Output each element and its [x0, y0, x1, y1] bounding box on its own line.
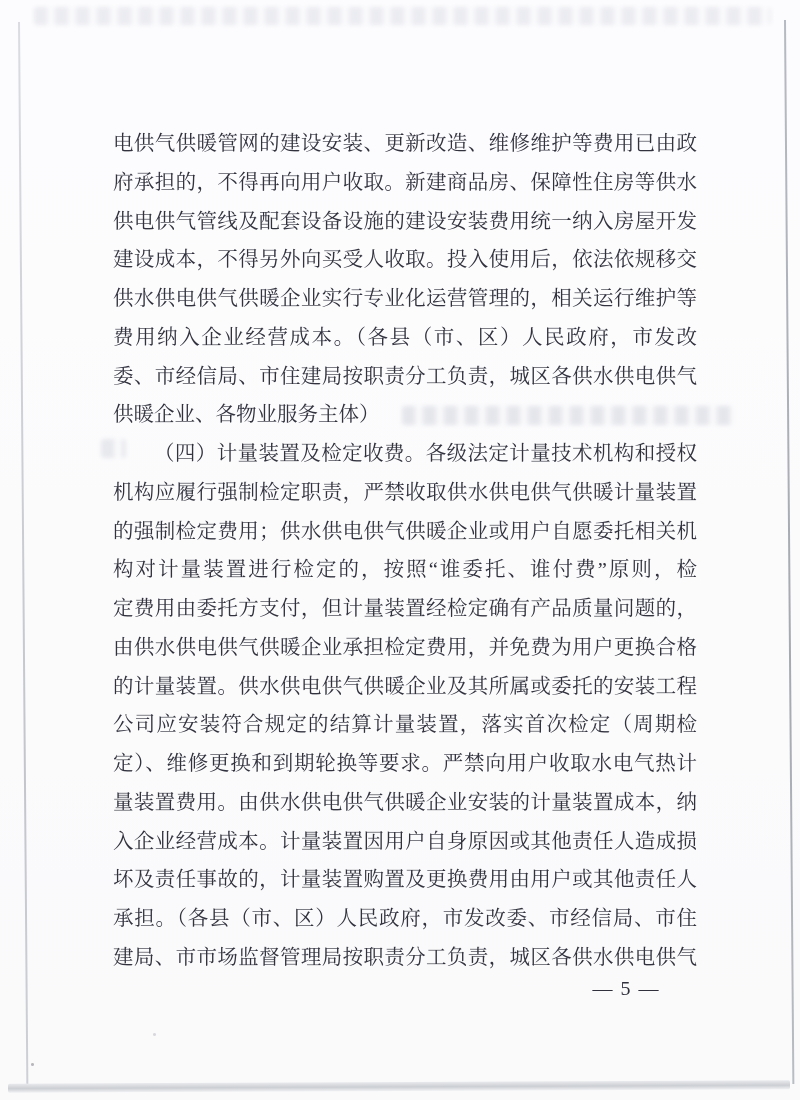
scan-speck-2	[153, 1033, 156, 1036]
text-line: 定费用由委托方支付，但计量装置经检定确有产品质量问题的，	[113, 598, 697, 620]
text-line: 量装置费用。由供水供电供气供暖企业安装的计量装置成本，纳	[113, 791, 697, 814]
text-line: 构对计量装置进行检定的，按照“谁委托、谁付费”原则，检	[113, 559, 697, 582]
text-line: 定）、维修更换和到期轮换等要求。严禁向用户收取水电气热计	[113, 753, 697, 775]
text-line: 入企业经营成本。计量装置因用户自身原因或其他责任人造成损	[113, 830, 697, 853]
text-line: 供电供气管线及配套设备设施的建设安装费用统一纳入房屋开发	[113, 210, 697, 233]
scan-speck-1	[31, 1063, 34, 1066]
text-line: 供暖企业、各物业服务主体）	[113, 404, 380, 427]
text-line: 委、市经信局、市住建局按职责分工负责，城区各供水供电供气	[113, 365, 697, 388]
text-line: 由供水供电供气供暖企业承担检定费用，并免费为用户更换合格	[113, 636, 697, 659]
text-line: 公司应安装符合规定的结算计量装置，落实首次检定（周期检	[113, 714, 697, 737]
bottom-page-shadow	[8, 1080, 790, 1092]
text-line-section-heading: （四）计量装置及检定收费。各级法定计量技术机构和授权	[154, 443, 697, 465]
text-line: 承担。（各县（市、区）人民政府，市发改委、市经信局、市住	[113, 908, 697, 930]
text-line: 费用纳入企业经营成本。（各县（市、区）人民政府，市发改	[113, 326, 697, 349]
text-block	[113, 125, 697, 978]
text-line: 建设成本，不得另外向买受人收取。投入使用后，依法依规移交	[113, 249, 697, 272]
text-line: 的强制检定费用；供水供电供气供暖企业或用户自愿委托相关机	[113, 520, 697, 543]
text-line: 建局、市市场监督管理局按职责分工负责，城区各供水供电供气	[113, 946, 697, 969]
text-line: 机构应履行强制检定职责，严禁收取供水供电供气供暖计量装置	[113, 481, 697, 504]
page-number: — 5 —	[592, 978, 660, 1000]
text-line: 电供气供暖管网的建设安装、更新改造、维修维护等费用已由政	[113, 133, 697, 155]
text-line: 供水供电供气供暖企业实行专业化运营管理的，相关运行维护等	[113, 288, 697, 310]
text-line: 坏及责任事故的，计量装置购置及更换费用由用户或其他责任人	[113, 869, 697, 892]
bleedthrough-band-top	[34, 7, 771, 25]
left-page-edge	[18, 22, 28, 1084]
right-page-edge	[784, 20, 794, 1084]
text-line: 的计量装置。供水供电供气供暖企业及其所属或委托的安装工程	[113, 675, 697, 698]
text-line: 府承担的，不得再向用户收取。新建商品房、保障性住房等供水	[113, 171, 697, 194]
